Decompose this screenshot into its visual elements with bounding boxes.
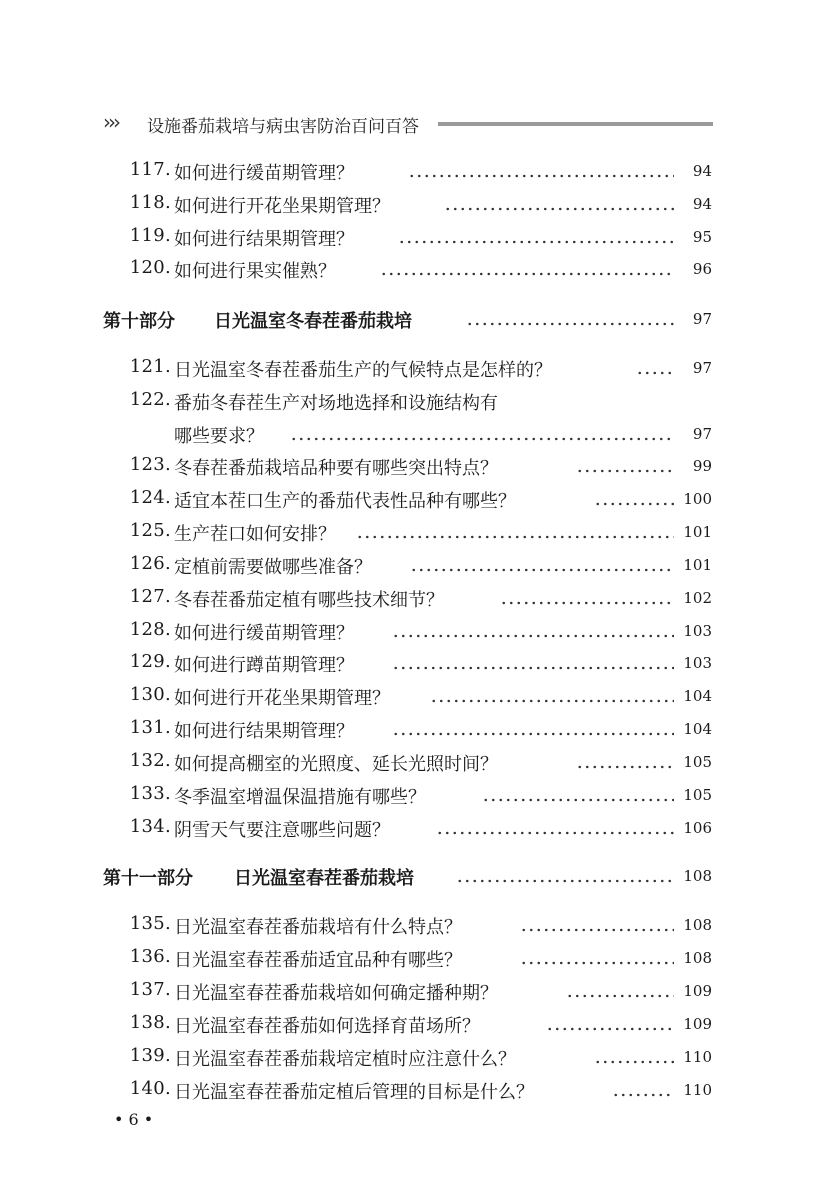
toc-entry[interactable] <box>0 717 829 747</box>
book-title: 设施番茄栽培与病虫害防治百问百答 <box>147 117 419 137</box>
entry-page: 94 <box>692 195 712 213</box>
toc-entry[interactable] <box>0 356 829 386</box>
toc-entry[interactable] <box>0 159 829 189</box>
entry-page: 103 <box>683 654 712 672</box>
entry-title: 番茄冬春茬生产对场地选择和设施结构有 <box>174 393 498 414</box>
entry-page: 109 <box>683 982 712 1000</box>
toc-entry[interactable] <box>0 1078 829 1108</box>
entry-number: 125. <box>129 520 171 541</box>
entry-page: 106 <box>683 819 712 837</box>
entry-page: 109 <box>683 1015 712 1033</box>
toc-entry[interactable] <box>0 750 829 780</box>
running-header <box>103 110 713 138</box>
entry-number: 132. <box>129 750 171 771</box>
leader-dots <box>576 468 674 474</box>
entry-page: 94 <box>692 162 712 180</box>
entry-number: 123. <box>129 454 171 475</box>
toc-entry[interactable] <box>0 454 829 484</box>
toc-entry[interactable] <box>0 946 829 976</box>
toc-entry[interactable] <box>0 1045 829 1075</box>
section-heading[interactable] <box>0 307 829 337</box>
leader-dots <box>520 960 674 966</box>
entry-page: 108 <box>683 867 712 885</box>
leader-dots <box>290 436 674 442</box>
section-label: 第十部分 <box>103 311 175 332</box>
toc-entry[interactable] <box>0 553 829 583</box>
entry-number: 134. <box>129 816 171 837</box>
toc-entry[interactable] <box>0 816 829 846</box>
leader-dots <box>500 600 674 606</box>
leader-dots <box>636 370 674 376</box>
leader-dots <box>594 1059 674 1065</box>
entry-number: 121. <box>129 356 171 377</box>
entry-number: 119. <box>129 225 171 246</box>
entry-page: 110 <box>683 1048 712 1066</box>
entry-title: 冬季温室增温保温措施有哪些？ <box>174 787 426 808</box>
leader-dots <box>466 321 674 327</box>
entry-title: 哪些要求？ <box>174 426 264 447</box>
entry-page: 104 <box>683 720 712 738</box>
leader-dots <box>594 501 674 507</box>
entry-number: 127. <box>129 586 171 607</box>
toc-entry[interactable] <box>0 389 829 419</box>
toc-entry[interactable] <box>0 257 829 287</box>
entry-title: 阴雪天气要注意哪些问题？ <box>174 820 390 841</box>
leader-dots <box>430 698 674 704</box>
entry-number: 130. <box>129 684 171 705</box>
entry-page: 100 <box>683 490 712 508</box>
entry-title: 日光温室春茬番茄适宜品种有哪些？ <box>174 950 462 971</box>
entry-number: 126. <box>129 553 171 574</box>
entry-number: 131. <box>129 717 171 738</box>
toc-entry-continuation[interactable] <box>0 422 829 452</box>
entry-page: 108 <box>683 916 712 934</box>
entry-number: 136. <box>129 946 171 967</box>
toc-entry[interactable] <box>0 913 829 943</box>
section-heading[interactable] <box>0 864 829 894</box>
entry-page: 103 <box>683 622 712 640</box>
toc-entry[interactable] <box>0 487 829 517</box>
entry-number: 117. <box>129 159 171 180</box>
entry-title: 日光温室春茬番茄栽培有什么特点？ <box>174 917 462 938</box>
entry-title: 如何进行开花坐果期管理？ <box>174 688 390 709</box>
leader-dots <box>456 878 674 884</box>
leader-dots <box>410 567 674 573</box>
entry-number: 140. <box>129 1078 171 1099</box>
entry-title: 如何进行结果期管理？ <box>174 721 354 742</box>
entry-title: 如何进行缓苗期管理？ <box>174 623 354 644</box>
toc-entry[interactable] <box>0 651 829 681</box>
leader-dots <box>380 271 674 277</box>
entry-number: 129. <box>129 651 171 672</box>
chevron-right-icon: ››› <box>103 110 118 134</box>
entry-number: 128. <box>129 619 171 640</box>
entry-page: 96 <box>692 260 712 278</box>
leader-dots <box>520 927 674 933</box>
leader-dots <box>546 1026 674 1032</box>
entry-title: 如何进行蹲苗期管理？ <box>174 655 354 676</box>
entry-page: 101 <box>683 523 712 541</box>
entry-title: 日光温室春茬番茄栽培定植时应注意什么？ <box>174 1049 516 1070</box>
entry-title: 如何提高棚室的光照度、延长光照时间？ <box>174 754 498 775</box>
entry-page: 99 <box>692 457 712 475</box>
toc-entry[interactable] <box>0 684 829 714</box>
entry-page: 97 <box>692 359 712 377</box>
entry-number: 118. <box>129 192 171 213</box>
entry-title: 如何进行果实催熟？ <box>174 261 336 282</box>
entry-title: 日光温室春茬番茄如何选择育苗场所？ <box>174 1016 480 1037</box>
leader-dots <box>392 731 674 737</box>
entry-page: 108 <box>683 949 712 967</box>
entry-page: 104 <box>683 687 712 705</box>
leader-dots <box>398 239 674 245</box>
entry-title: 定植前需要做哪些准备？ <box>174 557 372 578</box>
entry-number: 122. <box>129 389 171 410</box>
leader-dots <box>436 830 674 836</box>
header-rule <box>438 122 713 126</box>
leader-dots <box>392 665 674 671</box>
page-number: • 6 • <box>114 1110 154 1129</box>
leader-dots <box>566 993 674 999</box>
leader-dots <box>392 633 674 639</box>
entry-number: 120. <box>129 257 171 278</box>
toc-entry[interactable] <box>0 979 829 1009</box>
toc-entry[interactable] <box>0 586 829 616</box>
section-title: 日光温室春茬番茄栽培 <box>234 868 414 889</box>
entry-title: 日光温室冬春茬番茄生产的气候特点是怎样的？ <box>174 360 552 381</box>
toc-entry[interactable] <box>0 783 829 813</box>
entry-title: 冬春茬番茄栽培品种要有哪些突出特点？ <box>174 458 498 479</box>
entry-page: 97 <box>692 310 712 328</box>
entry-title: 冬春茬番茄定植有哪些技术细节？ <box>174 590 444 611</box>
entry-title: 如何进行结果期管理？ <box>174 229 354 250</box>
entry-number: 135. <box>129 913 171 934</box>
entry-page: 102 <box>683 589 712 607</box>
toc-entry[interactable] <box>0 619 829 649</box>
leader-dots <box>576 764 674 770</box>
entry-page: 110 <box>683 1081 712 1099</box>
entry-title: 如何进行缓苗期管理？ <box>174 163 354 184</box>
entry-number: 139. <box>129 1045 171 1066</box>
entry-page: 97 <box>692 425 712 443</box>
leader-dots <box>444 206 674 212</box>
toc-entry[interactable] <box>0 1012 829 1042</box>
toc-entry[interactable] <box>0 225 829 255</box>
section-title: 日光温室冬春茬番茄栽培 <box>214 311 412 332</box>
entry-number: 137. <box>129 979 171 1000</box>
entry-title: 日光温室春茬番茄定植后管理的目标是什么？ <box>174 1082 534 1103</box>
leader-dots <box>482 797 674 803</box>
toc-entry[interactable] <box>0 520 829 550</box>
entry-number: 133. <box>129 783 171 804</box>
entry-title: 如何进行开花坐果期管理？ <box>174 196 390 217</box>
entry-title: 生产茬口如何安排？ <box>174 524 336 545</box>
leader-dots <box>356 534 674 540</box>
toc-entry[interactable] <box>0 192 829 222</box>
entry-page: 105 <box>683 786 712 804</box>
entry-number: 124. <box>129 487 171 508</box>
section-label: 第十一部分 <box>103 868 193 889</box>
entry-number: 138. <box>129 1012 171 1033</box>
leader-dots <box>612 1092 674 1098</box>
entry-title: 适宜本茬口生产的番茄代表性品种有哪些？ <box>174 491 516 512</box>
leader-dots <box>408 173 674 179</box>
entry-page: 95 <box>692 228 712 246</box>
entry-title: 日光温室春茬番茄栽培如何确定播种期？ <box>174 983 498 1004</box>
entry-page: 101 <box>683 556 712 574</box>
entry-page: 105 <box>683 753 712 771</box>
